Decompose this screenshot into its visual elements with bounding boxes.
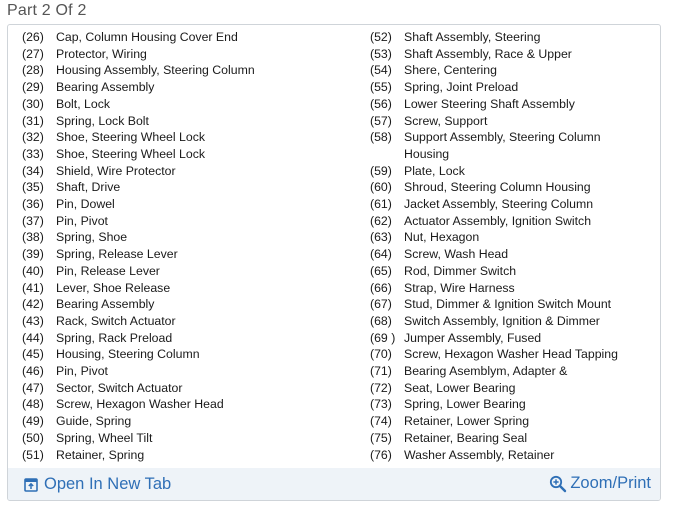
legend-entry-number: (74) [370, 414, 392, 429]
legend-entry [22, 229, 255, 246]
legend-entry-description: Rack, Switch Actuator [56, 313, 176, 328]
legend-entry-description: Shroud, Steering Column Housing [404, 180, 591, 195]
legend-entry-number: (67) [370, 297, 392, 312]
part-title: Part 2 Of 2 [7, 2, 87, 19]
legend-column-left [22, 29, 255, 463]
legend-entry-number: (26) [22, 30, 44, 44]
legend-entry [370, 447, 649, 464]
open-in-new-tab-link[interactable] [24, 475, 171, 494]
legend-entry-number: (66) [370, 280, 392, 295]
legend-entry-number: (62) [370, 213, 392, 228]
legend-entry-description: Spring, Rack Preload [56, 330, 173, 345]
legend-entry [370, 363, 649, 380]
legend-entry-number: (45) [22, 347, 44, 362]
legend-entry-description: Pin, Pivot [56, 364, 108, 379]
legend-entry-number: (42) [22, 297, 44, 312]
legend-entry-number: (63) [370, 230, 392, 245]
legend-entry-description: Spring, Joint Preload [404, 80, 519, 95]
legend-entry-number: (68) [370, 313, 392, 328]
legend-entry-number: (33) [22, 146, 44, 161]
open-new-tab-icon [24, 478, 38, 492]
legend-entry-number: (73) [370, 397, 392, 412]
legend-entry [22, 296, 255, 313]
legend-entry-number: (49) [22, 414, 44, 429]
legend-entry-description: Spring, Wheel Tilt [56, 430, 153, 445]
legend-entry-number: (56) [370, 96, 392, 111]
legend-entry-description: Housing Assembly, Steering Column [56, 63, 255, 78]
legend-entry [370, 246, 649, 263]
legend-entry-number: (31) [22, 113, 44, 128]
legend-entry-number: (58) [370, 130, 392, 145]
legend-entry-description: Switch Assembly, Ignition & Dimmer [404, 313, 600, 328]
legend-entry-description: Guide, Spring [56, 414, 132, 429]
legend-entry-number: (38) [22, 230, 44, 245]
legend-entry [370, 296, 649, 313]
legend-entry-number: (48) [22, 397, 44, 412]
legend-entry-description: Retainer, Spring [56, 447, 145, 462]
legend-entry [22, 380, 255, 397]
legend-entry [370, 46, 649, 63]
legend-entry [22, 129, 255, 146]
legend-entry-description: Spring, Shoe [56, 230, 128, 245]
legend-entry [22, 396, 255, 413]
legend-entry [22, 363, 255, 380]
legend-entry-description: Shaft Assembly, Race & Upper [404, 46, 572, 61]
legend-entry-number: (61) [370, 197, 392, 212]
legend-entry-description: Pin, Release Lever [56, 263, 160, 278]
legend-entry-number: (39) [22, 247, 44, 262]
legend-entry-number: (65) [370, 263, 392, 278]
legend-entry-description: Plate, Lock [404, 163, 465, 178]
legend-entry [370, 313, 649, 330]
legend-entry-number: (54) [370, 63, 392, 78]
legend-entry-description: Actuator Assembly, Ignition Switch [404, 213, 592, 228]
legend-entry-description: Housing, Steering Column [56, 347, 200, 362]
legend-entry-number: (40) [22, 263, 44, 278]
legend-entry [370, 263, 649, 280]
legend-entry [370, 96, 649, 113]
legend-entry-number: (35) [22, 180, 44, 195]
legend-entry-description: Sector, Switch Actuator [56, 380, 183, 395]
legend-entry-description: Screw, Hexagon Washer Head Tapping [404, 347, 618, 362]
legend-entry [370, 229, 649, 246]
zoom-print-link[interactable] [549, 474, 651, 493]
legend-entry-description: Support Assembly, Steering Column Housing [404, 130, 601, 161]
legend-entry-description: Bolt, Lock [56, 96, 110, 111]
legend-entry [22, 213, 255, 230]
legend-entry [22, 246, 255, 263]
legend-entry-description: Cap, Column Housing Cover End [56, 30, 238, 44]
legend-entry-description: Retainer, Bearing Seal [404, 430, 528, 445]
magnifier-plus-icon [549, 475, 567, 493]
legend-entry-description: Protector, Wiring [56, 46, 147, 61]
legend-entry [370, 396, 649, 413]
legend-entry [22, 46, 255, 63]
legend-entry-description: Seat, Lower Bearing [404, 380, 516, 395]
legend-entry-number: (64) [370, 247, 392, 262]
legend-entry [370, 430, 649, 447]
legend-entry-number: (34) [22, 163, 44, 178]
legend-entry-number: (75) [370, 430, 392, 445]
legend-entry [370, 29, 649, 46]
legend-entry [22, 430, 255, 447]
legend-entry [370, 330, 649, 347]
legend-entry [370, 62, 649, 79]
legend-entry-number: (52) [370, 30, 392, 44]
legend-entry [22, 280, 255, 297]
legend-entry-description: Bearing Asemblym, Adapter & [404, 364, 568, 379]
legend-entry-number: (60) [370, 180, 392, 195]
legend-entry-description: Shoe, Steering Wheel Lock [56, 146, 206, 161]
legend-entry [22, 163, 255, 180]
legend-entry-number: (55) [370, 80, 392, 95]
legend-entry [22, 330, 255, 347]
legend-entry [22, 96, 255, 113]
legend-entry [370, 280, 649, 297]
legend-entry-description: Shaft, Drive [56, 180, 121, 195]
legend-entry-description: Screw, Wash Head [404, 247, 509, 262]
legend-entry-number: (43) [22, 313, 44, 328]
legend-entry-number: (32) [22, 130, 44, 145]
open-in-new-tab-label: Open In New Tab [44, 475, 172, 493]
zoom-print-label: Zoom/Print [570, 474, 651, 492]
legend-frame [7, 24, 661, 501]
legend-entry [22, 113, 255, 130]
legend-entry [22, 29, 255, 46]
legend-entry [370, 113, 649, 130]
legend-entry-number: (47) [22, 380, 44, 395]
legend-entry-description: Jacket Assembly, Steering Column [404, 197, 594, 212]
legend-entry-description: Jumper Assembly, Fused [404, 330, 542, 345]
legend-entry [22, 179, 255, 196]
legend-entry-number: (50) [22, 430, 44, 445]
legend-entry [370, 380, 649, 397]
legend-entry-number: (72) [370, 380, 392, 395]
legend-entry-number: (29) [22, 80, 44, 95]
legend-entry [22, 196, 255, 213]
legend-entry [370, 196, 649, 213]
legend-entry [370, 129, 649, 162]
legend-entry [22, 79, 255, 96]
legend-entry-description: Nut, Hexagon [404, 230, 480, 245]
legend-entry [22, 313, 255, 330]
legend-entry-number: (36) [22, 197, 44, 212]
legend-entry-description: Rod, Dimmer Switch [404, 263, 517, 278]
legend-entry-number: (53) [370, 46, 392, 61]
parts-legend-image [8, 29, 660, 469]
legend-entry-description: Stud, Dimmer & Ignition Switch Mount [404, 297, 612, 312]
legend-entry [22, 146, 255, 163]
legend-entry-number: (46) [22, 364, 44, 379]
legend-entry-description: Retainer, Lower Spring [404, 414, 530, 429]
legend-entry-number: (70) [370, 347, 392, 362]
legend-entry-number: (30) [22, 96, 44, 111]
legend-entry-description: Shield, Wire Protector [56, 163, 176, 178]
legend-entry-description: Pin, Dowel [56, 197, 115, 212]
legend-entry [22, 62, 255, 79]
legend-entry [22, 346, 255, 363]
legend-entry-description: Shere, Centering [404, 63, 497, 78]
legend-entry-description: Screw, Support [404, 113, 488, 128]
legend-entry-description: Spring, Lock Bolt [56, 113, 149, 128]
legend-entry-number: (44) [22, 330, 44, 345]
legend-entry-number: (51) [22, 447, 44, 462]
legend-column-right [370, 29, 649, 463]
legend-entry-description: Lever, Shoe Release [56, 280, 171, 295]
legend-entry [22, 263, 255, 280]
legend-entry-description: Screw, Hexagon Washer Head [56, 397, 224, 412]
legend-entry [22, 447, 255, 464]
legend-entry-number: (37) [22, 213, 44, 228]
legend-entry-description: Lower Steering Shaft Assembly [404, 96, 575, 111]
legend-entry-description: Pin, Pivot [56, 213, 108, 228]
legend-entry-description: Spring, Release Lever [56, 247, 178, 262]
legend-entry-description: Bearing Assembly [56, 80, 155, 95]
legend-entry-description: Washer Assembly, Retainer [404, 447, 555, 462]
legend-entry [370, 413, 649, 430]
legend-entry-number: (28) [22, 63, 44, 78]
legend-entry-description: Spring, Lower Bearing [404, 397, 526, 412]
legend-entry [370, 79, 649, 96]
image-footer-bar [8, 468, 660, 500]
legend-entry [370, 346, 649, 363]
legend-entry [22, 413, 255, 430]
legend-entry-number: (41) [22, 280, 44, 295]
legend-entry [370, 179, 649, 196]
legend-entry [370, 163, 649, 180]
legend-entry-description: Strap, Wire Harness [404, 280, 515, 295]
legend-entry-number: (59) [370, 163, 392, 178]
legend-entry-description: Shoe, Steering Wheel Lock [56, 130, 206, 145]
legend-entry-number: (69 ) [370, 330, 396, 345]
legend-entry-number: (57) [370, 113, 392, 128]
legend-entry-number: (71) [370, 364, 392, 379]
legend-entry-description: Bearing Assembly [56, 297, 155, 312]
legend-entry-description: Shaft Assembly, Steering [404, 30, 541, 44]
legend-entry-number: (27) [22, 46, 44, 61]
legend-entry-number: (76) [370, 447, 392, 462]
legend-entry [370, 213, 649, 230]
